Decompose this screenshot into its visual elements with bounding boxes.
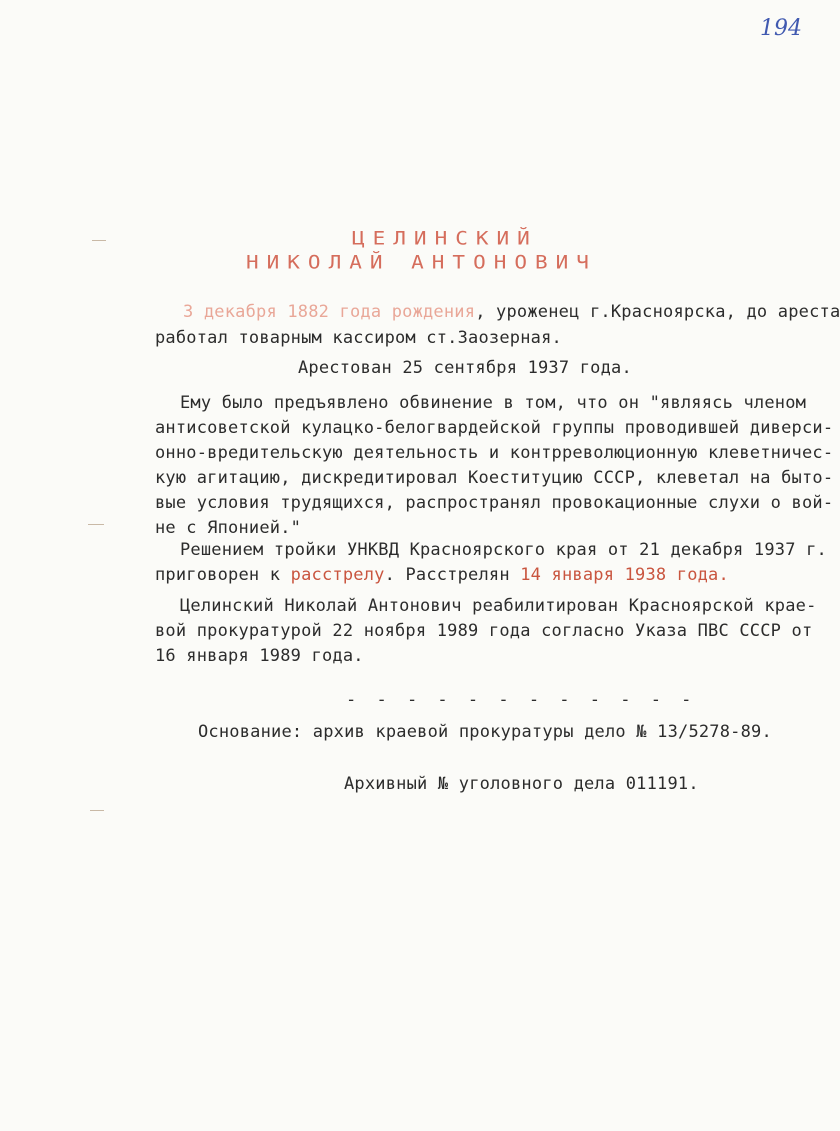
arrest-line: Арестован 25 сентября 1937 года. xyxy=(298,358,632,378)
sentence-line-2 xyxy=(155,565,729,585)
punch-mark-top xyxy=(92,240,106,241)
basis-line: Основание: архив краевой прокуратуры дело № 13/5278-89. xyxy=(198,722,772,742)
charge-line: не с Японией." xyxy=(155,518,302,538)
page-number-handwritten: 194 xyxy=(760,16,802,41)
title-surname: ЦЕЛИНСКИЙ xyxy=(352,227,538,249)
charge-line: вые условия трудящихся, распространял провокационные слухи о вой- xyxy=(155,493,834,513)
sentence-execution: расстрелу xyxy=(290,565,385,585)
rehab-line: Целинский Николай Антонович реабилитирован Красноярской крае- xyxy=(180,596,817,616)
bio-line-1 xyxy=(183,302,840,322)
punch-mark-bottom xyxy=(90,810,104,811)
sentence-middle: . Расстрелян xyxy=(384,565,521,585)
rehab-line: вой прокуратурой 22 ноября 1989 года согласно Указа ПВС СССР от xyxy=(155,621,813,641)
separator-dashes: - - - - - - - - - - - - xyxy=(346,690,697,710)
birth-place: , уроженец г.Красноярска, до ареста xyxy=(475,302,840,322)
charge-line: онно-вредительскую деятельность и контрреволюционную клеветничес- xyxy=(155,443,834,463)
birth-date: 3 декабря 1882 года рождения xyxy=(183,302,476,322)
sentence-prefix: приговорен к xyxy=(155,565,291,585)
bio-line-2: работал товарным кассиром ст.Заозерная. xyxy=(155,328,562,348)
execution-date: 14 января 1938 года. xyxy=(520,565,729,585)
punch-mark-middle xyxy=(88,524,104,525)
charge-line: Ему было предъявлено обвинение в том, что он "являясь членом xyxy=(180,393,807,413)
charge-line: антисоветской кулацко-белогвардейской группы проводившей диверси- xyxy=(155,418,834,438)
title-name: НИКОЛАЙ АНТОНОВИЧ xyxy=(246,251,597,273)
sentence-line-1: Решением тройки УНКВД Красноярского края от 21 декабря 1937 г. xyxy=(180,540,827,560)
rehab-line: 16 января 1989 года. xyxy=(155,646,364,666)
archive-number-line: Архивный № уголовного дела 011191. xyxy=(344,774,699,794)
charge-line: кую агитацию, дискредитировал Коеституцию СССР, клеветал на быто- xyxy=(155,468,834,488)
